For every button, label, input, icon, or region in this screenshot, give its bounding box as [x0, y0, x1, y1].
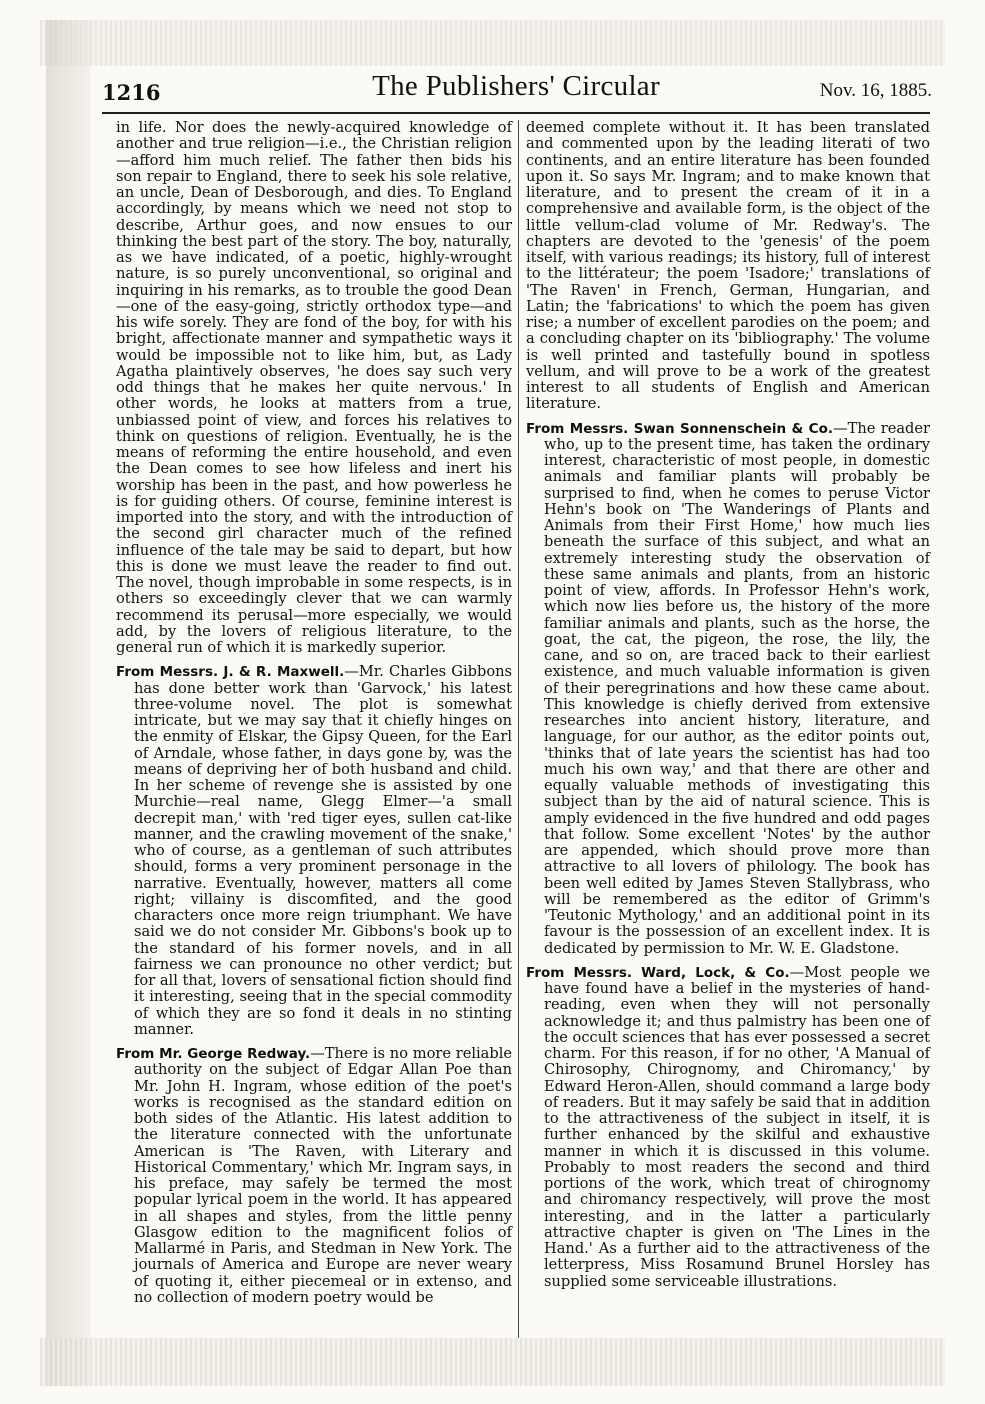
column-divider [518, 120, 519, 1338]
scan-noise-top [40, 20, 945, 66]
page-number: 1216 [102, 80, 161, 105]
journal-title: The Publishers' Circular [372, 70, 660, 102]
issue-date: Nov. 16, 1885. [819, 80, 932, 101]
review-continuation: in life. Nor does the newly-acquired knowledge of another and true religion—i.e., the Christian religion—afford him much relief. The father then bids his son repair to England, there to seek his sole relative, an uncle, Dean of Desborough, and dies. To England accordingly, by means which we need not stop to describe, Arthur goes, and now ensues to our thinking the best part of the story. The boy, naturally, as we have indicated, of a poetic, highly-wrought nature, is so purely unconventional, so original and inquiring in his remarks, as to trouble the good Dean—one of the easy-going, strictly orthodox type—and his wife sorely. They are fond of the boy, for with his bright, affectionate manner and sympathetic ways it would be impossible not to like him, but, as Lady Agatha plaintively observes, 'he does say such very odd things that he makes her quite nervous.' In other words, he looks at matters from a true, unbiassed point of view, and forces his relatives to think on questions of religion. Eventually, he is the means of reforming the entire household, and even the Dean comes to see how lifeless and inert his worship has been in the past, and how powerless he is for guiding others. Of course, feminine interest is imported into the story, and with the introduction of the second girl character much of the refined influence of the tale may be said to depart, but how this is done we must leave the reader to find out. The novel, though improbable in some respects, is in others so exceedingly clever that we can warmly recommend its perusal—more especially, we would add, by the lovers of religious literature, to the general run of which it is markedly superior. [116, 119, 512, 656]
right-column [526, 120, 930, 1298]
review-maxwell [116, 664, 512, 1038]
left-column [116, 120, 512, 1314]
review-text-redway: —There is no more reliable authority on the subject of Edgar Allan Poe than Mr. John H. Ingram, whose edition of the poet's works is recognised as the standard edition on both sides of the Atlantic. His latest addition to the literature connected with the unfortunate American is 'The Raven, with Literary and Historical Commentary,' which Mr. Ingram says, in his preface, may safely be termed the most popular lyrical poem in the world. It has appeared in all shapes and styles, from the little penny Glasgow edition to the magnificent folios of Mallarmé in Paris, and Stedman in New York. The journals of America and Europe are never weary of quoting it, either piecemeal or in extenso, and no collection of modern poetry would be [134, 1045, 513, 1306]
review-text-maxwell: —Mr. Charles Gibbons has done better work than 'Garvock,' his latest three-volume novel. The plot is somewhat intricate, but we may say that it chiefly hinges on the enmity of Elskar, the Gipsy Queen, for the Earl of Arndale, whose father, in days gone by, was the means of depriving her of both husband and child. In her scheme of revenge she is assisted by one Murchie—real name, Glegg Elmer—'a small decrepit man,' with 'red tiger eyes, sullen cat-like manner, and the crawling movement of the snake,' who of course, as a gentleman of such attributes should, forms a very prominent personage in the narrative. Eventually, however, matters all come right; villainy is discomfited, and the good characters once more reign triumphant. We have said we do not consider Mr. Gibbons's book up to the standard of his former novels, and in all fairness we can pronounce no other verdict; but for all that, lovers of sensational fiction should find it interesting, seeing that in the special commodity of which they are so fond it deals in no stinting manner. [134, 663, 512, 1038]
page-binding-edge [46, 20, 90, 1386]
review-text-swan: —The reader who, up to the present time, has taken the ordinary interest, characteristic of most people, in domestic animals and familiar plants will probably be surprised to find, when he comes to peruse Victor Hehn's book on 'The Wanderings of Plants and Animals from their First Home,' how much lies beneath the surface of this subject, and what an extremely interesting study the observation of these same animals and plants, from an historic point of view, affords. In Professor Hehn's work, which now lies before us, the history of the more familiar animals and plants, such as the horse, the goat, the cat, the pigeon, the rose, the lily, the cane, and so on, are traced back to their earliest existence, and much valuable information is given of their peregrinations and how these came about. This knowledge is chiefly derived from extensive researches into ancient history, literature, and language, for our author, as the editor points out, 'thinks that of late years the scientist has had too much his own way,' and that there are other and equally valuable methods of investigating this subject than by the aid of natural science. This is amply evidenced in the five hundred and odd pages that follow. Some excellent 'Notes' by the author are appended, which should prove more than attractive to all lovers of philology. The book has been well edited by James Steven Stallybrass, who will be remembered as the editor of Grimm's 'Teutonic Mythology,' and an additional point in its favour is the possession of an excellent index. It is dedicated by permission to Mr. W. E. Gladstone. [544, 419, 930, 957]
scan-noise-bottom [40, 1338, 945, 1386]
review-ward-lock [526, 965, 930, 1290]
review-text-ward: —Most people we have found have a belief in the mysteries of hand-reading, even when they will not personally acknowledge it; and thus palmistry has been one of the occult sciences that has ever possessed a secret charm. For this reason, if for no other, 'A Manual of Chirosophy, Chirognomy, and Chiromancy,' by Edward Heron-Allen, should command a large body of readers. But it may safely be said that in addition to the attractiveness of the subject in itself, it is further enhanced by the skilful and exhaustive manner in which it is discussed in this volume. Probably to most readers the second and third portions of the work, which treat of chirognomy and chiromancy respectively, will prove the most interesting, and in the latter a particularly attractive chapter is given on 'The Lines in the Hand.' As a further aid to the attractiveness of the letterpress, Miss Rosamund Brunel Horsley has supplied some serviceable illustrations. [544, 963, 930, 1290]
page-header [100, 70, 932, 110]
header-rule [102, 112, 930, 114]
review-redway [116, 1046, 512, 1306]
review-redway-continued: deemed complete without it. It has been translated and commented upon by the leading literati of two continents, and an entire literature has been founded upon it. So says Mr. Ingram; and to make known that literature, and to present the cream of it in a comprehensive and available form, is the object of the little vellum-clad volume of Mr. Redway's. The chapters are devoted to the 'genesis' of the poem itself, with various readings; its history, full of interest to the littérateur; the poem 'Isadore;' translations of 'The Raven' in French, German, Hungarian, and Latin; the 'fabrications' to which the poem has given rise; a number of excellent parodies on the poem; and a concluding chapter on its 'bibliography.' The volume is well printed and tastefully bound in spotless vellum, and will prove to be a work of the greatest interest to all students of English and American literature. [526, 119, 930, 413]
review-swan-sonnenschein [526, 421, 930, 957]
publisher-heading-ward: From Messrs. Ward, Lock, & Co. [526, 964, 790, 981]
publisher-heading-swan: From Messrs. Swan Sonnenschein & Co. [526, 420, 833, 437]
publisher-heading-maxwell: From Messrs. J. & R. Maxwell. [116, 664, 345, 681]
publisher-heading-redway: From Mr. George Redway. [116, 1046, 311, 1062]
